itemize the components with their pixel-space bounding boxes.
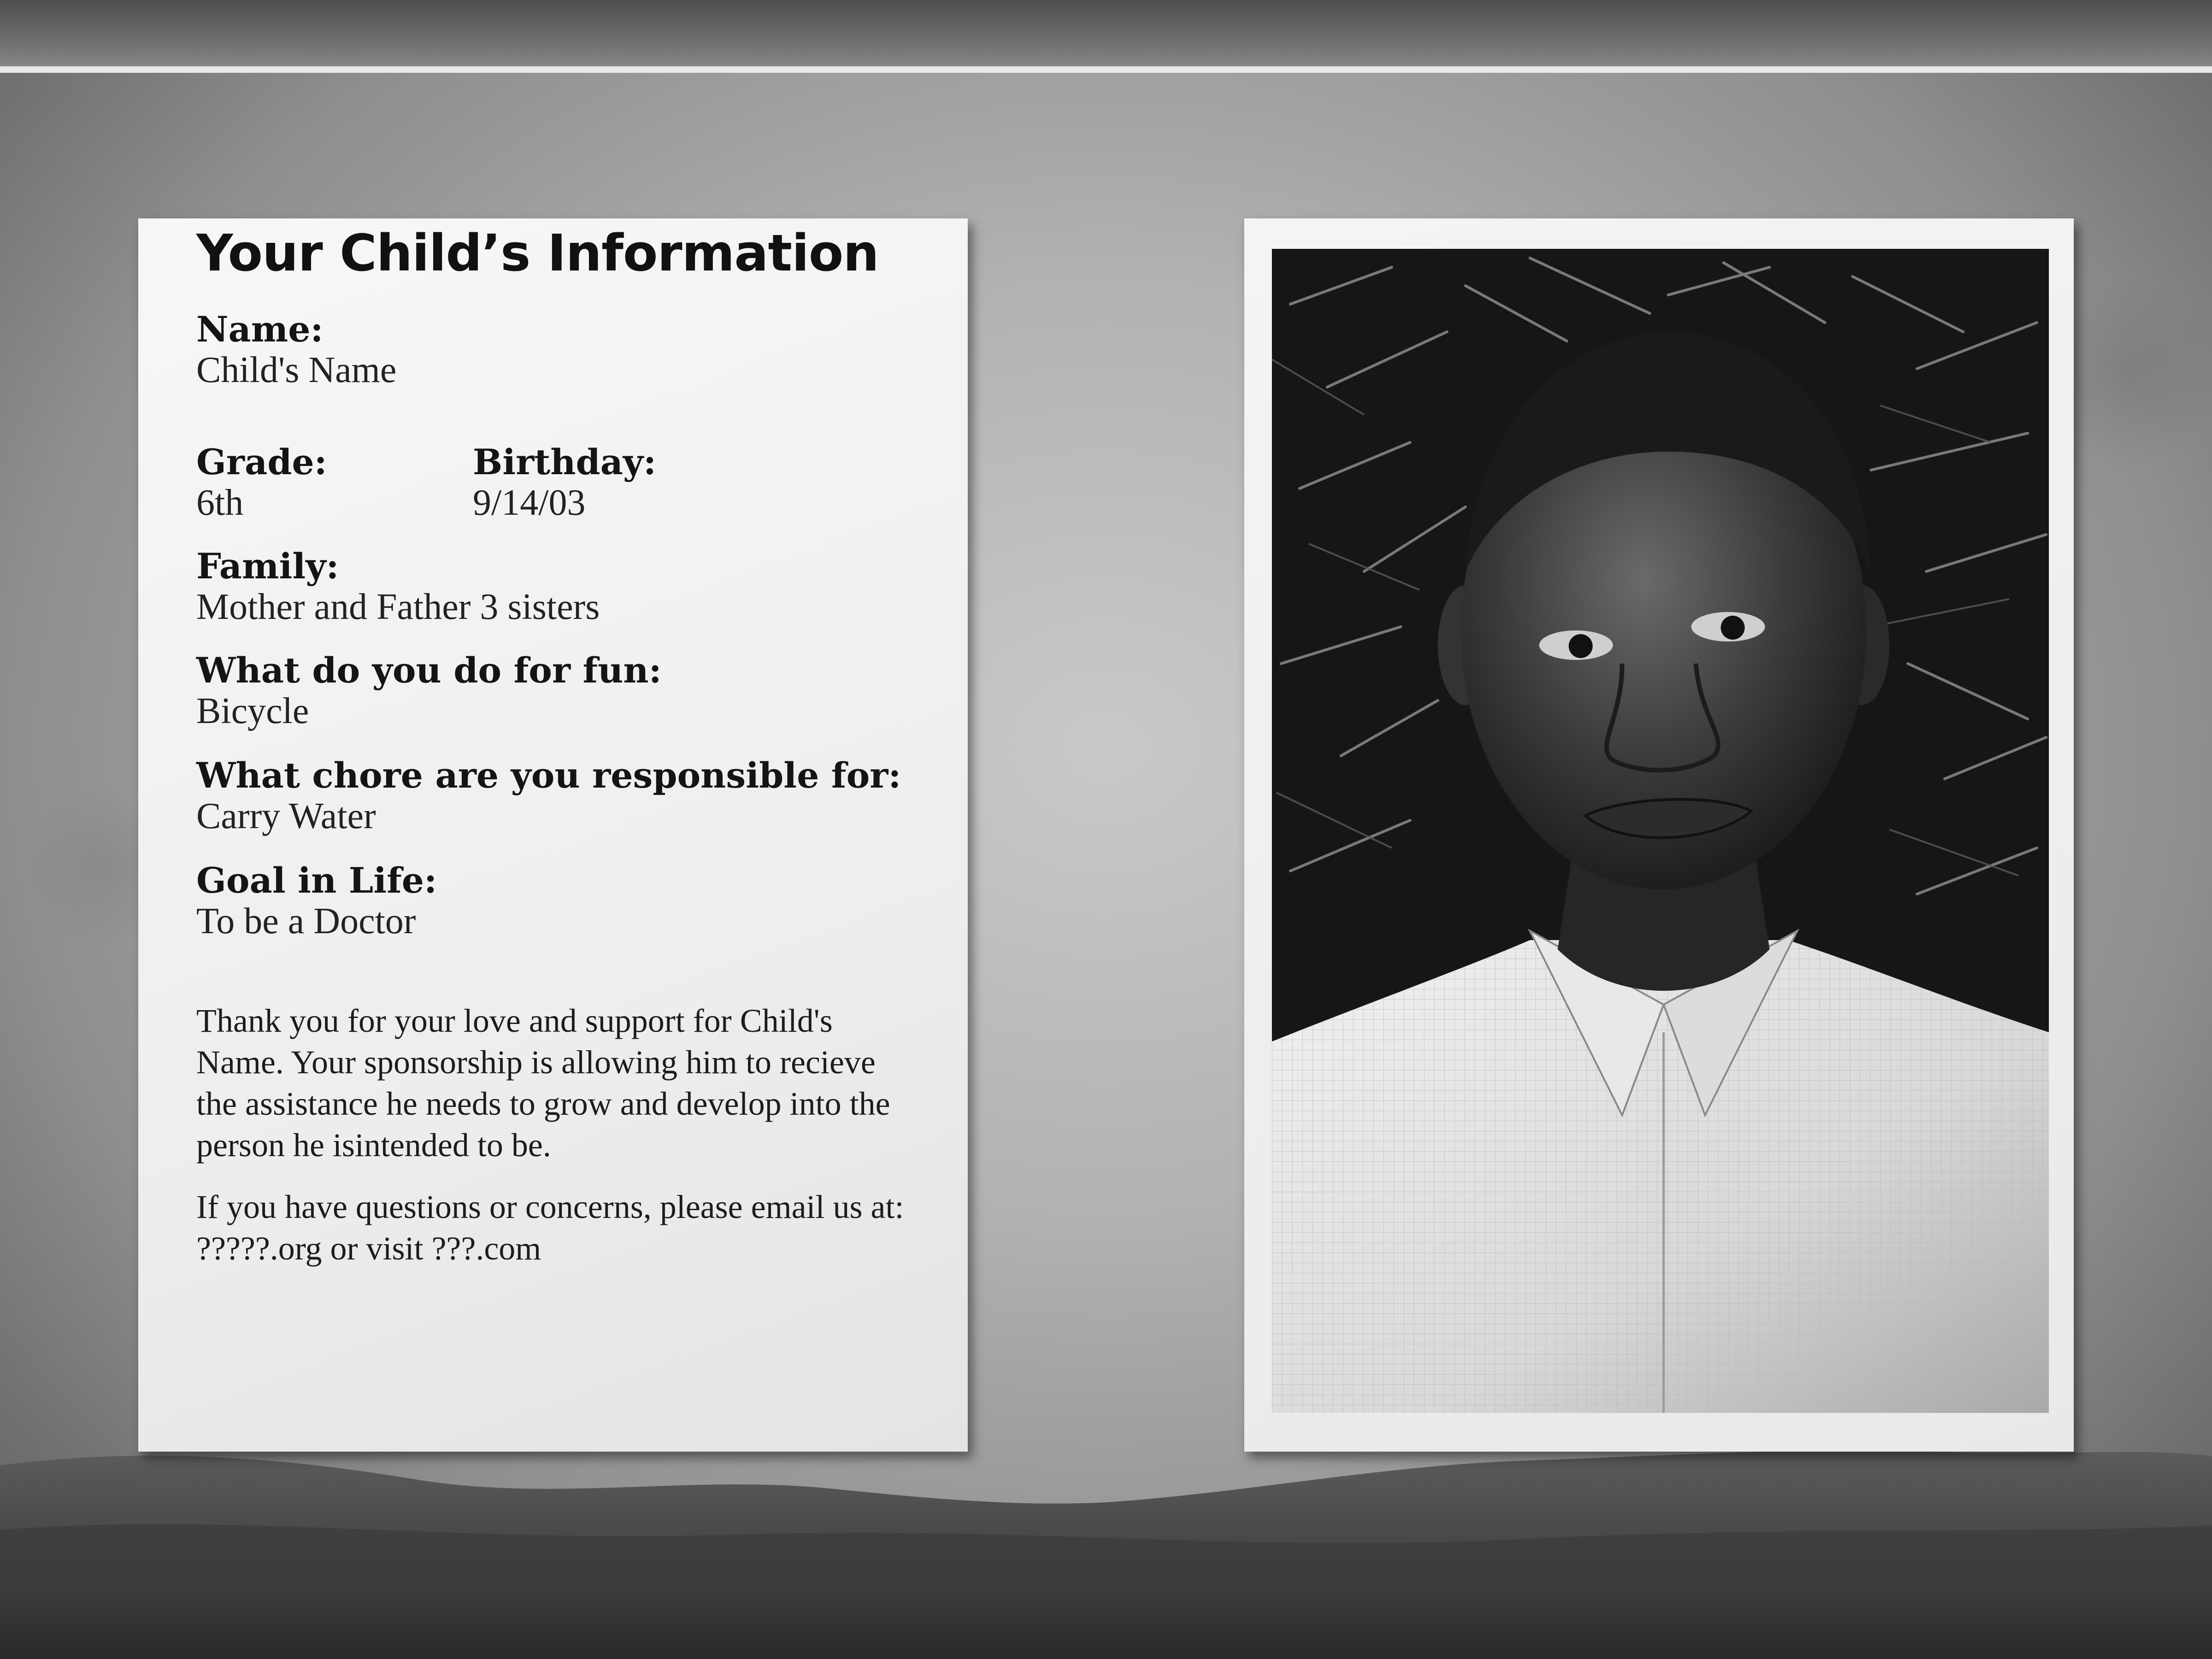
- goal-value: To be a Doctor: [196, 901, 416, 941]
- fun-label: What do you do for fun:: [196, 650, 662, 691]
- grade-value: 6th: [196, 482, 244, 523]
- birthday-value: 9/14/03: [473, 482, 586, 523]
- chore-label: What chore are you responsible for:: [196, 755, 901, 796]
- grade-label: Grade:: [196, 441, 327, 482]
- birthday-label: Birthday:: [473, 441, 657, 482]
- fun-value: Bicycle: [196, 691, 309, 731]
- name-label: Name:: [196, 309, 324, 350]
- family-label: Family:: [196, 546, 339, 587]
- card-title: Your Child’s Information: [196, 224, 879, 282]
- portrait-illustration: [1272, 249, 2049, 1413]
- contact-paragraph: If you have questions or concerns, please email us at: ?????.org or visit ???.com: [196, 1188, 904, 1267]
- chore-value: Carry Water: [196, 796, 376, 836]
- top-dark-band: [0, 0, 2212, 69]
- goal-label: Goal in Life:: [196, 860, 437, 901]
- pupil-left: [1569, 634, 1593, 658]
- pupil-right: [1721, 616, 1745, 640]
- top-rule-line: [0, 66, 2212, 73]
- photo-card: [1244, 218, 2074, 1452]
- child-information-card: [138, 218, 968, 1452]
- family-value: Mother and Father 3 sisters: [196, 587, 600, 627]
- thank-you-paragraph: Thank you for your love and support for Child's Name. Your sponsorship is allowing him to recieve the assistance he needs to grow and develop into the person he isintended to be.: [196, 1002, 890, 1164]
- bottom-dark-band: [0, 1599, 2212, 1659]
- name-value: Child's Name: [196, 350, 397, 390]
- child-portrait-photo: [1272, 249, 2049, 1413]
